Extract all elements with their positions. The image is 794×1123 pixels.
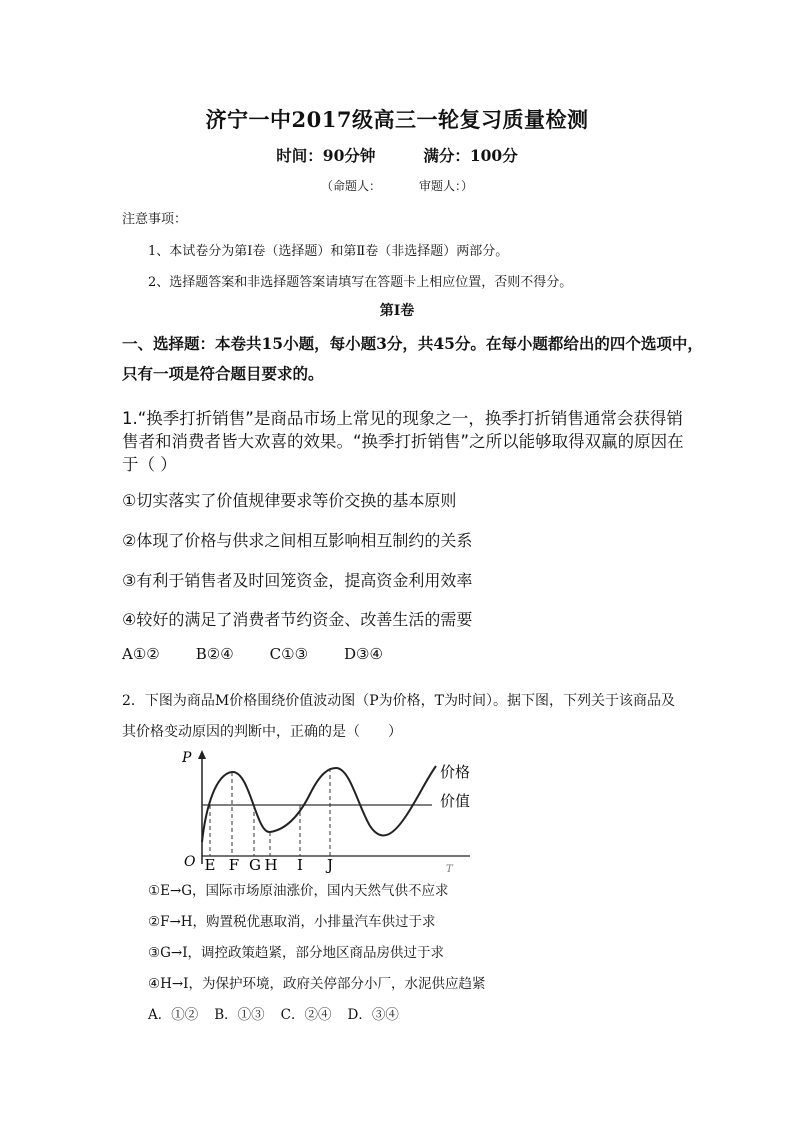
value-series-label: 价值	[440, 792, 471, 810]
notes-heading: 注意事项：	[122, 212, 188, 227]
section-instructions: 一、选择题：本卷共15小题，每小题3分，共45分。在每小题都给出的四个选项中，	[122, 334, 703, 353]
y-axis-label: P	[182, 750, 192, 766]
y-axis-arrow	[198, 750, 206, 759]
q1-answer-choices	[122, 645, 419, 663]
q2-answer-choices	[148, 1003, 415, 1023]
reviewer-label: 审题人：）	[419, 179, 474, 193]
q2-choice-d: D．③④	[347, 1007, 399, 1023]
q2-choice-a: A．①②	[148, 1007, 199, 1023]
x-tick-label: F	[228, 856, 240, 874]
price-value-chart	[170, 746, 480, 874]
x-axis-label: T	[446, 864, 453, 874]
exam-time: 时间：90分钟	[276, 146, 376, 165]
q1-choice-b: B②④	[195, 645, 234, 663]
x-tick-label: G	[249, 856, 261, 874]
exam-duration-score	[0, 144, 794, 166]
setter-label: （命题人：	[320, 179, 381, 193]
x-tick-label: E	[204, 856, 216, 874]
section-instructions-cont: 只有一项是符合题目要求的。	[122, 364, 324, 383]
q2-choice-c: C．②④	[280, 1007, 332, 1023]
price-curve	[202, 766, 436, 842]
q1-statement: ④较好的满足了消费者节约资金、改善生活的需要	[122, 610, 473, 629]
x-tick-label: I	[297, 856, 303, 874]
note-item: 2、选择题答案和非选择题答案请填写在答题卡上相应位置，否则不得分。	[148, 275, 573, 290]
part-title: 第Ⅰ卷	[379, 303, 415, 319]
q1-choice-c: C①③	[269, 645, 309, 663]
q2-choice-b: B．①③	[214, 1007, 265, 1023]
x-tick-label: J	[326, 856, 334, 874]
x-tick-label: H	[264, 856, 278, 874]
q1-stem-line: 于（ ）	[122, 455, 177, 474]
q1-statement: ②体现了价格与供求之间相互影响相互制约的关系	[122, 531, 473, 550]
q1-stem-line: 1.“换季打折销售”是商品市场上常见的现象之一，换季打折销售通常会获得销	[122, 409, 683, 428]
q2-statement: ②F→H，购置税优惠取消，小排量汽车供过于求	[148, 914, 436, 930]
price-series-label: 价格	[440, 763, 471, 781]
q2-statement: ①E→G，国际市场原油涨价，国内天然气供不应求	[148, 883, 449, 899]
q2-statement: ③G→I，调控政策趋紧，部分地区商品房供过于求	[148, 945, 445, 961]
q1-statement: ①切实落实了价值规律要求等价交换的基本原则	[122, 491, 457, 510]
origin-label: O	[184, 854, 196, 870]
q1-choice-d: D③④	[344, 645, 383, 663]
exam-authors	[0, 177, 794, 194]
q2-stem-line: 2．下图为商品M价格围绕价值波动图（P为价格，T为时间）。据下图，下列关于该商品及	[122, 693, 675, 709]
q2-stem-line: 其价格变动原因的判断中，正确的是（ ）	[122, 724, 402, 740]
q2-statement: ④H→I，为保护环境，政府关停部分小厂，水泥供应趋紧	[148, 976, 486, 992]
note-item: 1、本试卷分为第Ⅰ卷（选择题）和第Ⅱ卷（非选择题）两部分。	[148, 244, 509, 259]
q1-statement: ③有利于销售者及时回笼资金，提高资金利用效率	[122, 571, 473, 590]
exam-title: 济宁一中2017级高三一轮复习质量检测	[205, 107, 589, 132]
exam-full-score: 满分：100分	[423, 146, 518, 165]
q1-choice-a: A①②	[122, 645, 160, 663]
q1-stem-line: 售者和消费者皆大欢喜的效果。“换季打折销售”之所以能够取得双赢的原因在	[122, 432, 684, 451]
